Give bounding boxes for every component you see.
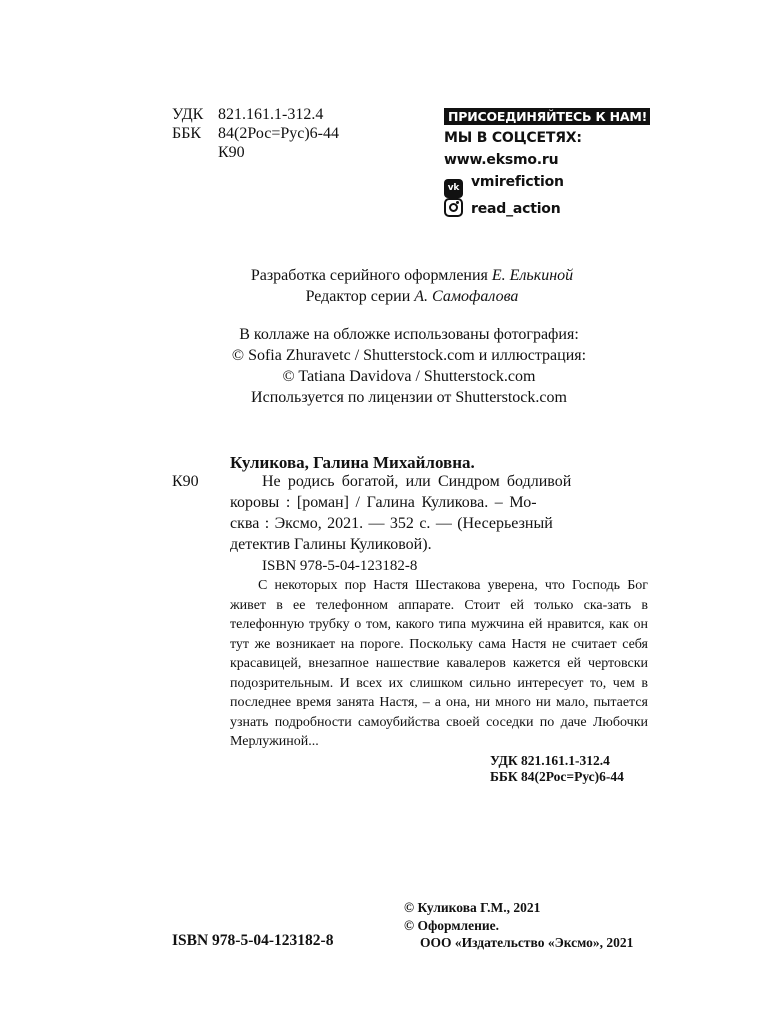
catalog-title-line: Не родись богатой, или Синдром бодливой bbox=[262, 473, 572, 490]
bbk-label: ББК bbox=[172, 125, 202, 142]
annotation: С некоторых пор Настя Шестакова уверена, что Господь Бог живет в ее телефонном аппарате. Стоит ей только ска-зать в телефонную трубку о том, какого типа мужчина ей нравится, как он тут же возникает на пороге. Поскольку сама Настя не считает себя красавицей, внезапное нашествие кавалеров кажется ей чертовски подозрительным. И всех их слишком сильно интересует то, чем в последнее время занята Настя, – а она, ни много ни мало, пытается узнать подробности самоубийства своей соседки по даче Любочки Мерлужиной... bbox=[230, 578, 648, 749]
design-credit-name: Е. Елькиной bbox=[491, 267, 574, 284]
editor-credit bbox=[0, 287, 768, 307]
editor-credit-name: А. Самофалова bbox=[414, 288, 519, 305]
footer-isbn: ISBN 978-5-04-123182-8 bbox=[172, 932, 334, 949]
instagram-handle: read_action bbox=[471, 201, 561, 217]
bbk-value: 84(2Рос=Рус)6-44 bbox=[218, 125, 340, 142]
udk-line bbox=[172, 105, 323, 125]
photo-credit-line: В коллаже на обложке использованы фотография: bbox=[239, 326, 579, 343]
catalog-udk: УДК 821.161.1-312.4 bbox=[490, 753, 610, 768]
social-block bbox=[444, 108, 650, 220]
vk-icon: vk bbox=[444, 179, 463, 198]
udk-value: 821.161.1-312.4 bbox=[218, 106, 324, 123]
photo-credit-line: Используется по лицензии от Shutterstock.com bbox=[251, 389, 567, 406]
catalog-mark: К90 bbox=[172, 473, 199, 490]
bbk-line bbox=[172, 124, 339, 144]
vk-handle: vmirefiction bbox=[471, 174, 564, 190]
photo-credit-line: © Sofia Zhuravetc / Shutterstock.com и иллюстрация: bbox=[231, 347, 587, 364]
social-instagram-link[interactable] bbox=[444, 198, 650, 220]
social-banner: ПРИСОЕДИНЯЙТЕСЬ К НАМ! bbox=[444, 108, 650, 125]
copyright-publisher: ООО «Издательство «Эксмо», 2021 bbox=[420, 935, 634, 950]
catalog-title-line: сква : Эксмо, 2021. — 352 с. — (Несерьезный bbox=[230, 515, 553, 532]
editor-credit-prefix: Редактор серии bbox=[305, 288, 411, 305]
catalog-title-line: коровы : [роман] / Галина Куликова. – Мо- bbox=[230, 494, 537, 511]
catalog-bbk: ББК 84(2Рос=Рус)6-44 bbox=[490, 769, 624, 784]
catalog-author: Куликова, Галина Михайловна. bbox=[230, 453, 475, 472]
udk-label: УДК bbox=[172, 106, 204, 123]
copyright-author: © Куликова Г.М., 2021 bbox=[404, 900, 541, 915]
photo-credit-line: © Tatiana Davidova / Shutterstock.com bbox=[282, 368, 536, 385]
social-subtitle: МЫ В СОЦСЕТЯХ: bbox=[444, 130, 582, 146]
author-mark: К90 bbox=[218, 144, 245, 161]
instagram-icon bbox=[444, 198, 463, 217]
design-credit bbox=[0, 266, 768, 286]
catalog-title-line: детектив Галины Куликовой). bbox=[230, 536, 432, 553]
social-vk-link[interactable] bbox=[444, 171, 650, 198]
design-credit-prefix: Разработка серийного оформления bbox=[250, 267, 488, 284]
catalog-isbn: ISBN 978-5-04-123182-8 bbox=[262, 558, 418, 574]
social-site-link[interactable]: www.eksmo.ru bbox=[444, 152, 559, 168]
copyright-design-label: © Оформление. bbox=[404, 918, 500, 933]
